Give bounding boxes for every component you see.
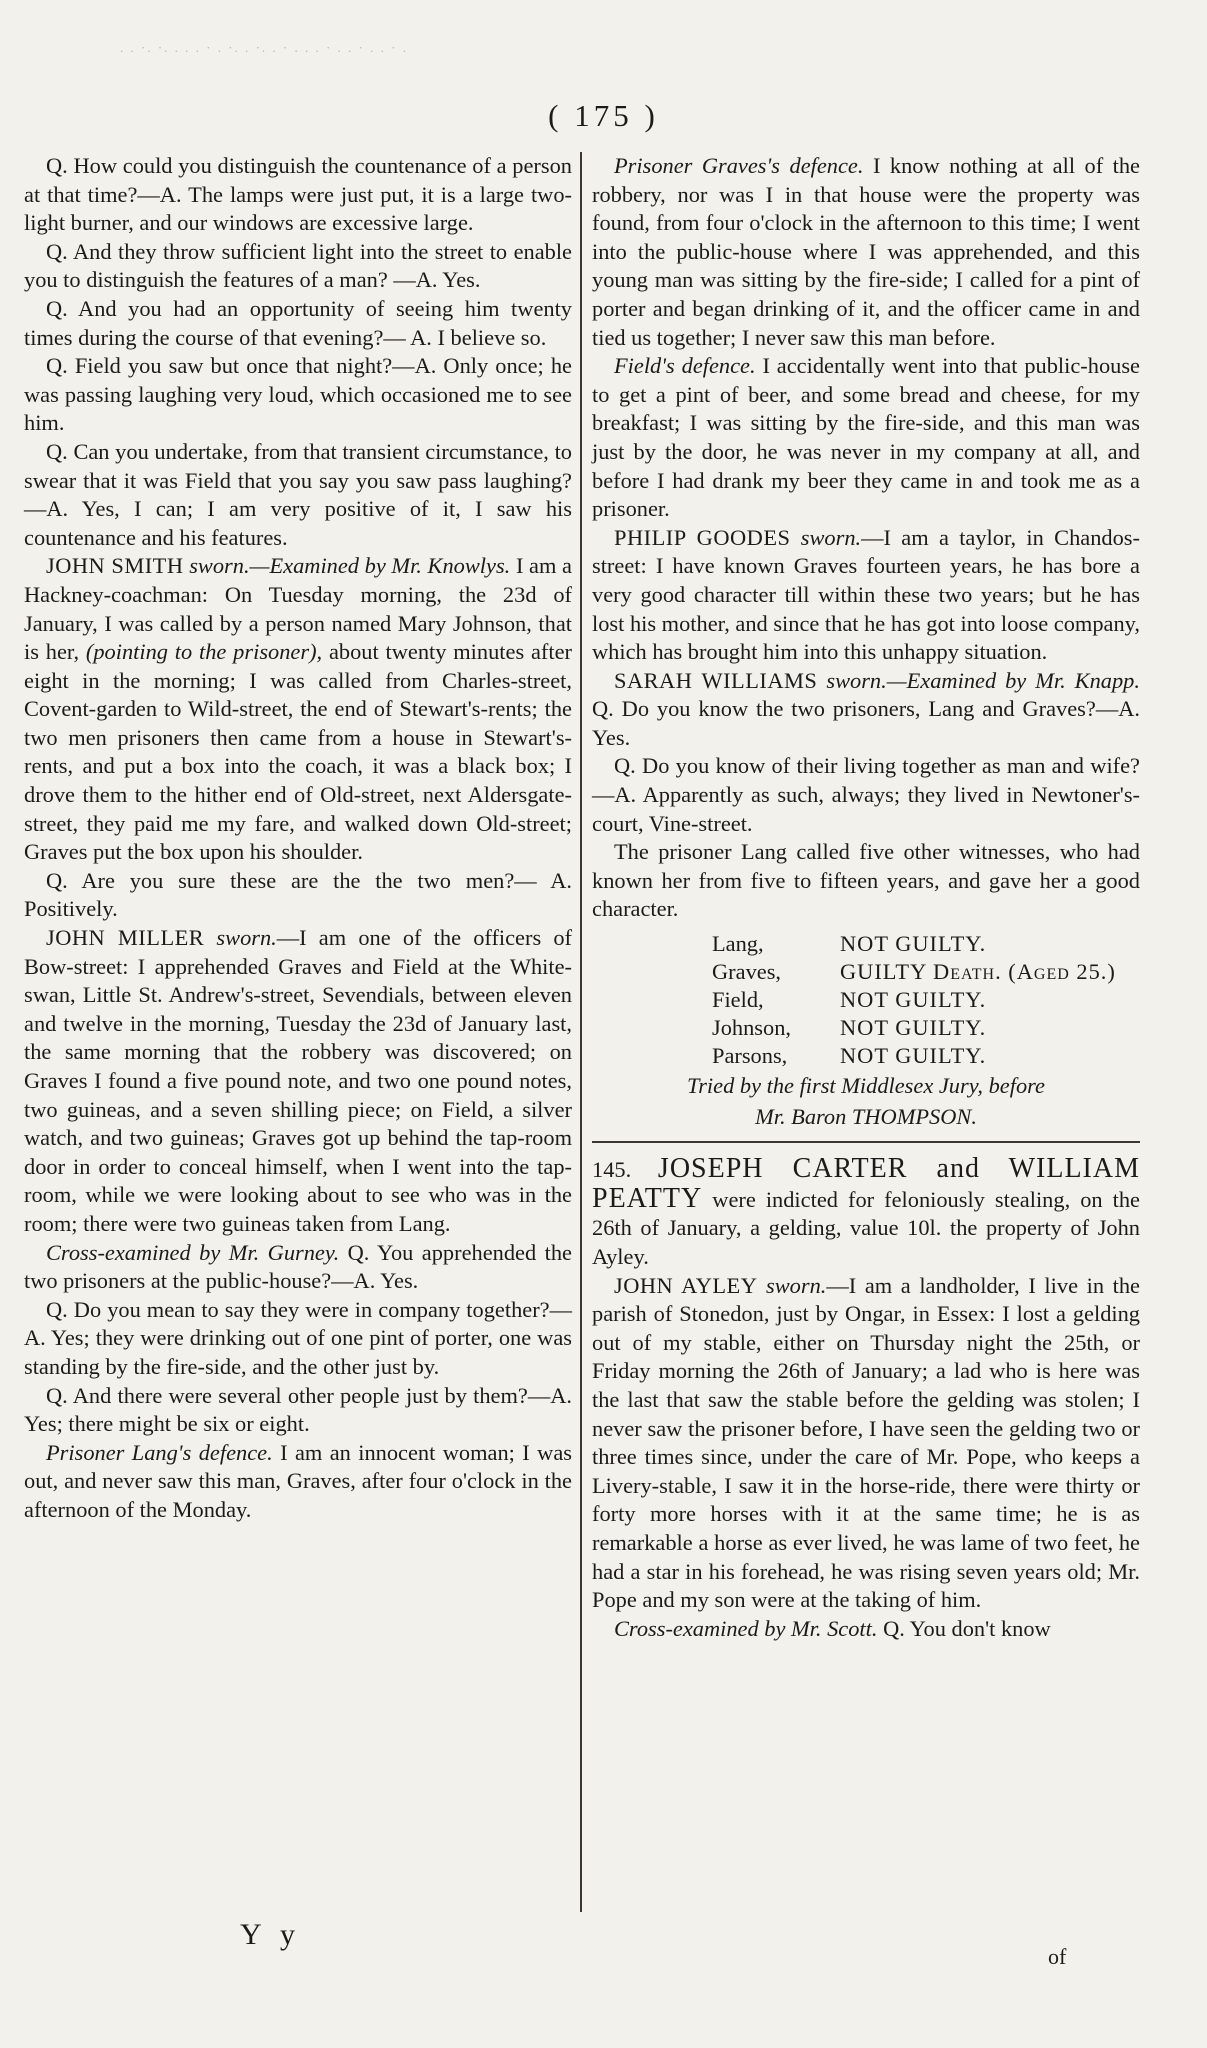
scan-artifact: . . ·. ·. . . . · . ·. . ·. . · . . . · . . · . . · .: [120, 40, 408, 55]
paragraph: Q. Do you know of their living together as man and wife?—A. Apparently as such, always; they lived in Newtoner's-court, Vine-street.: [592, 753, 1140, 836]
paragraph: Q. And there were several other people just by them?—A. Yes; there might be six or eight.: [24, 1382, 572, 1437]
sworn-note: sworn.: [766, 1272, 827, 1298]
stage-note: (pointing to the prisoner),: [85, 639, 323, 665]
cross-examination: [592, 1615, 1140, 1644]
verdict: NOT GUILTY.: [840, 1015, 987, 1041]
paragraph: The prisoner Lang called five other witnesses, who had known her from five to fifteen years, and gave her a good character.: [592, 839, 1140, 922]
testimony-text: Q. You don't know: [883, 1615, 1051, 1641]
paragraph: Q. How could you distinguish the countenance of a person at that time?—A. The lamps were just put, it is a large two-light burner, and our windows are excessive large.: [24, 153, 572, 236]
sworn-note: sworn.—Examined by Mr. Knowlys.: [189, 553, 511, 579]
paragraph: Q. Field you saw but once that night?—A. Only once; he was passing laughing very loud, which occasioned me to see him.: [24, 353, 572, 436]
paragraph: Q. Do you mean to say they were in company together?—A. Yes; they were drinking out of one pint of porter, one was standing by the fire-side, and the other just by.: [24, 1296, 572, 1379]
cross-examination: [24, 1239, 572, 1296]
defence-label: Field's defence.: [614, 353, 756, 379]
sworn-note: sworn.: [216, 925, 277, 951]
testimony-john-miller: [24, 924, 572, 1239]
testimony-text: —I am one of the officers of Bow-street: I apprehended Graves and Field at the White-swan, Little St. Andrew's-street, Sevendials, between eleven and twelve in the morning, Tuesday the 23d of January last, the same morning that the robbery was discovered; on Graves I found a five pound note, and two one pound notes, two guineas, and a seven shilling piece; on Field, a silver watch, and two guineas; Graves got up behind the tap-room door in order to conceal himself, when I went into the tap-room, while we were looking about to see who was in the room; there were two guineas taken from Lang.: [24, 925, 572, 1236]
defence-text: I accidentally went into that public-house to get a pint of beer, and some bread and cheese, for my breakfast; I was sitting by the fire-side, and this man was just by the door, he was never in my company at all, and before I had drank my beer they came in and took me as a prisoner.: [592, 353, 1140, 522]
judge-line: Mr. Baron THOMPSON.: [755, 1103, 977, 1129]
defence-lang: [24, 1439, 572, 1525]
sworn-note: sworn.: [800, 524, 862, 550]
verdict: NOT GUILTY.: [840, 931, 987, 957]
left-column: [24, 152, 572, 1525]
column-divider: [580, 152, 582, 1912]
testimony-text: —I am a taylor, in Chandos-street: I have known Graves fourteen years, he has bore a very good character till within these two years; but he has lost his mother, and since that he has got into loose company, which has brought him into this unhappy situation.: [592, 524, 1140, 665]
indictment-text: were indicted for feloniously stealing, on the 26th of January, a gelding, value 10l. the property of John Ayley.: [592, 1186, 1140, 1269]
cross-label: Cross-examined by Mr. Scott.: [614, 1615, 878, 1641]
case-145: [592, 1155, 1140, 1271]
defence-graves: [592, 152, 1140, 352]
paragraph: Q. Can you undertake, from that transient circumstance, to swear that it was Field that you say you saw pass laughing?—A. Yes, I can; I am very positive of it, I saw his countenance and his features.: [24, 438, 572, 550]
verdict-row: [712, 930, 1140, 958]
case-divider: [592, 1141, 1140, 1143]
verdict: NOT GUILTY.: [840, 1043, 987, 1069]
testimony-text: Q. You apprehended the two prisoners at the public-house?—A. Yes.: [24, 1239, 572, 1294]
case-defendants: JOSEPH CARTER and WILLIAM PEATTY: [592, 1153, 1140, 1214]
verdict-row: [712, 958, 1140, 986]
defendant-name: Graves,: [712, 959, 782, 985]
page-number: ( 175 ): [548, 98, 659, 133]
testimony-text: —I am a landholder, I live in the parish of Stonedon, just by Ongar, in Essex: I lost a gelding out of my stable, either on Thursday night the 25th, or Friday morning the 26th of January; a lad who is here was the last that saw the stable before the gelding was stolen; I never saw the prisoner before, I have seen the gelding two or three times since, under the care of Mr. Pope, who keeps a Livery-stable, I saw it in the horse-ride, there were thirty or forty more horses with it at the same time; he is as remarkable a horse as ever lived, he was lame of two feet, he had a star in his forehead, he was rising seven years old; Mr. Pope and my son were at the taking of him.: [592, 1272, 1140, 1613]
case-number: 145.: [592, 1157, 632, 1183]
defendant-name: Field,: [712, 987, 764, 1013]
defendant-name: Parsons,: [712, 1043, 788, 1069]
verdict-row: [712, 1014, 1140, 1042]
defence-text: I know nothing at all of the robbery, nor was I in that house were the property was found, from four o'clock in the afternoon to this time; I went into the public-house where I was apprehended, and this young man was sitting by the fire-side; I called for a pint of porter and began drinking of it, and the officer came in and tied us together; I never saw this man before.: [592, 153, 1140, 350]
paragraph: Q. And they throw sufficient light into the street to enable you to distinguish the features of a man? —A. Yes.: [24, 238, 572, 293]
defendant-name: Lang,: [712, 931, 764, 957]
catchword: of: [1048, 1944, 1067, 1969]
testimony-john-ayley: [592, 1272, 1140, 1615]
defendant-name: Johnson,: [712, 1015, 792, 1041]
testimony-text: I am a Hackney-coachman: On Tuesday morning, the 23d of January, I was called by a person named Mary Johnson, that is her,: [24, 553, 572, 665]
cross-label: Cross-examined by Mr. Gurney.: [46, 1239, 340, 1265]
verdict: GUILTY Death. (Aged 25.): [840, 959, 1116, 985]
paragraph: Q. Are you sure these are the the two men?— A. Positively.: [24, 867, 572, 922]
tried-by-line: Tried by the first Middlesex Jury, before: [687, 1073, 1045, 1099]
defence-field: [592, 352, 1140, 524]
testimony-philip-goodes: [592, 524, 1140, 667]
testimony-text: about twenty minutes after eight in the morning; I was called from Charles-street, Covent-garden to Wild-street, the end of Stewart's-rents; the two men prisoners then came from a house in Stewart's-rents, and put a box into the coach, it was a black box; I drove them to the hither end of Old-street, next Aldersgate-street, they paid me my fare, and walked down Old-street; Graves put the box upon his shoulder.: [24, 639, 572, 865]
testimony-sarah-williams: [592, 667, 1140, 753]
testimony-text: Q. Do you know the two prisoners, Lang and Graves?—A. Yes.: [592, 696, 1140, 750]
verdict-row: [712, 986, 1140, 1014]
signature-mark: Y y: [240, 1918, 302, 1951]
verdict-row: [712, 1042, 1140, 1070]
paragraph: Q. And you had an opportunity of seeing him twenty times during the course of that evening?— A. I believe so.: [24, 295, 572, 350]
defence-label: Prisoner Graves's defence.: [614, 153, 864, 178]
verdict: NOT GUILTY.: [840, 987, 987, 1013]
defence-label: Prisoner Lang's defence.: [46, 1439, 273, 1465]
witness-name: JOHN AYLEY: [614, 1272, 758, 1298]
testimony-john-smith: [24, 552, 572, 867]
witness-name: JOHN MILLER: [46, 925, 205, 951]
defence-text: I am an innocent woman; I was out, and never saw this man, Graves, after four o'clock in the afternoon of the Monday.: [24, 1439, 572, 1522]
witness-name: SARAH WILLIAMS: [614, 667, 818, 693]
sworn-note: sworn.—Examined by Mr. Knapp.: [826, 667, 1140, 693]
right-column: [592, 152, 1140, 1643]
witness-name: JOHN SMITH: [46, 553, 184, 579]
verdict-list: [712, 930, 1140, 1070]
witness-name: PHILIP GOODES: [614, 524, 791, 550]
